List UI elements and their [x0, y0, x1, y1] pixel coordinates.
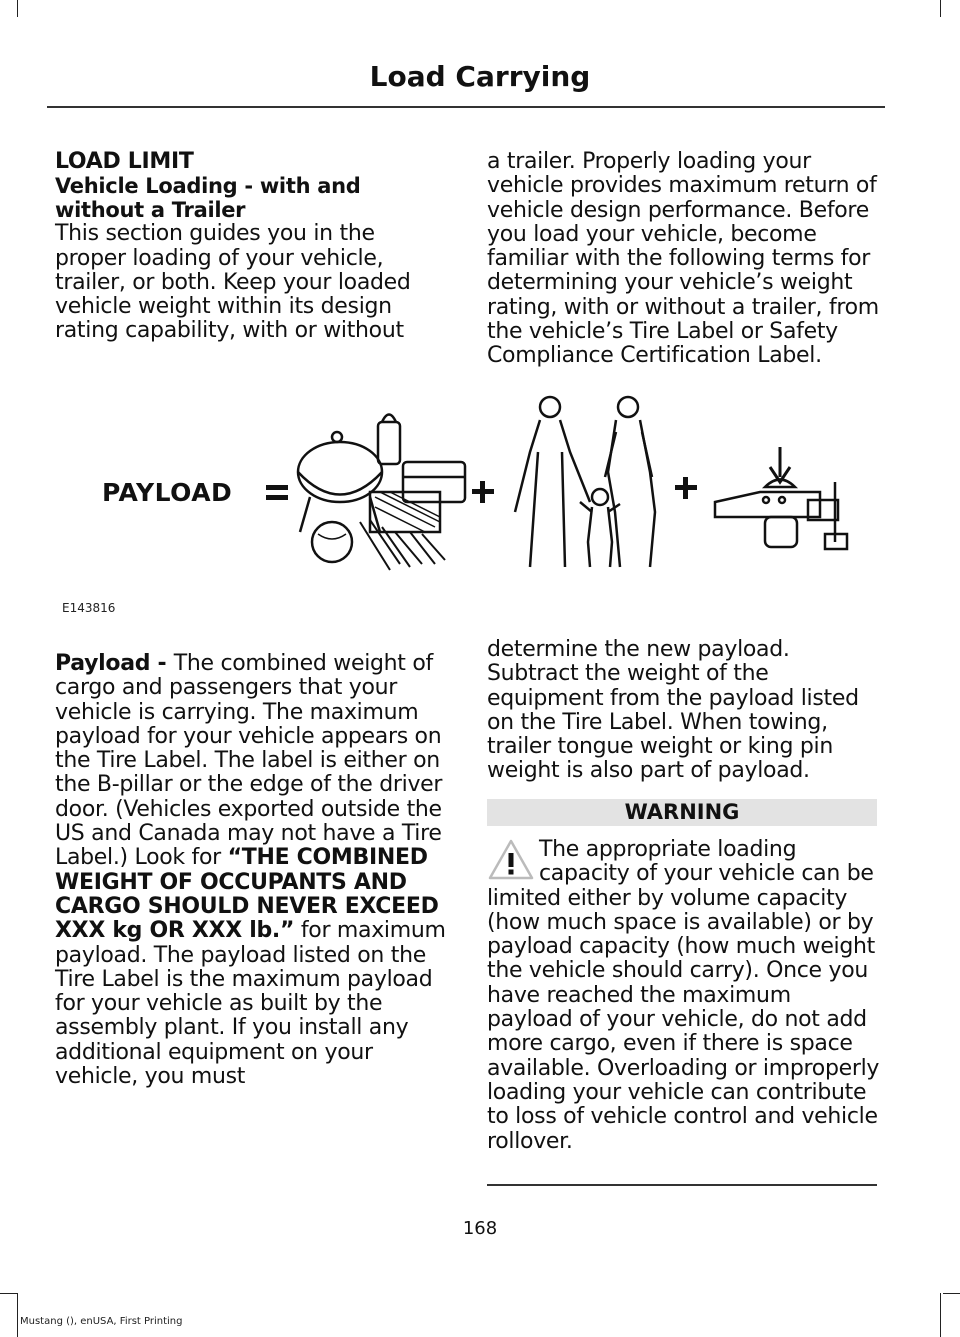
crop-mark-top-right: [940, 0, 941, 17]
page-title: Load Carrying: [369, 60, 591, 93]
intro-paragraph-continued: a trailer. Properly loading your vehicle provides maximum return of vehicle design performance. Before you load your vehicle, become familiar with the following terms for determining your vehicle’s weight rating, with or without a trailer, from the vehicle’s Tire Label or Safety Compliance Certification Label.: [487, 149, 879, 369]
section-subheading: Vehicle Loading - with and without a Trailer: [55, 174, 361, 223]
left-column-bottom: [55, 652, 447, 1089]
warning-text: The appropriate loading capacity of your vehicle can be limited either by volume capacity (how much space is available) or by payload capacity (how much weight the vehicle should carry). Once you have reached the maximum payload of your vehicle, do not add more cargo, even if there is space available. Overloading or improperly loading your vehicle can contribute to loss of vehicle control and vehicle rollover.: [487, 837, 880, 1154]
page-number: 168: [462, 1218, 498, 1239]
payload-figure: [60, 392, 900, 632]
crop-mark-top-left: [17, 0, 18, 17]
header-divider: [47, 106, 885, 108]
payload-emphasis: “THE COMBINED WEIGHT OF OCCUPANTS AND CARGO SHOULD NEVER EXCEED XXX kg OR XXX lb.”: [55, 845, 439, 944]
intro-paragraph: This section guides you in the proper loading of your vehicle, trailer, or both. Keep your loaded vehicle weight within its design rating capability, with or without: [55, 221, 411, 344]
payload-term: Payload -: [55, 651, 174, 676]
equals-sign: [266, 485, 288, 500]
warning-triangle-icon: [487, 838, 535, 882]
warning-header: WARNING: [487, 799, 877, 826]
payload-continued: determine the new payload. Subtract the weight of the equipment from the payload listed on the Tire Label. When towing, trailer tongue weight or king pin weight is also part of payload.: [487, 637, 859, 784]
plus-sign-1: [472, 481, 494, 503]
right-column-top: [487, 150, 882, 369]
passengers-icon: [515, 397, 655, 567]
left-column-top: [55, 150, 445, 344]
payload-definition: [55, 652, 447, 1089]
crop-mark-bottom-right-v: [940, 1293, 941, 1337]
warning-divider: [487, 1184, 877, 1186]
footer-text: Mustang (), enUSA, First Printing: [20, 1316, 183, 1327]
cargo-icon: [298, 415, 465, 571]
figure-code: E143816: [62, 601, 116, 615]
crop-mark-bottom-left-v: [17, 1293, 18, 1337]
section-heading: LOAD LIMIT: [55, 149, 194, 174]
trailer-hitch-icon: [715, 447, 847, 549]
payload-text-2: for maximum payload. The payload listed on the Tire Label is the maximum payload for your vehicle as built by the assembly plant. If you install any additional equipment on your vehicle, you must: [55, 918, 446, 1090]
payload-label: PAYLOAD: [102, 478, 233, 507]
payload-text-1: The combined weight of cargo and passengers that your vehicle is carrying. The maximum payload for your vehicle appears on the Tire Label. The label is either on the B-pillar or the edge of the driver door. (Vehicles exported outside the US and Canada may not have a Tire Label.) Look for: [55, 651, 443, 871]
crop-mark-bottom-right: [943, 1293, 960, 1294]
plus-sign-2: [675, 477, 697, 499]
payload-illustration: [60, 392, 900, 592]
crop-mark-bottom-left: [0, 1293, 17, 1294]
warning-body: [487, 838, 882, 1154]
right-column-bottom: [487, 638, 882, 784]
